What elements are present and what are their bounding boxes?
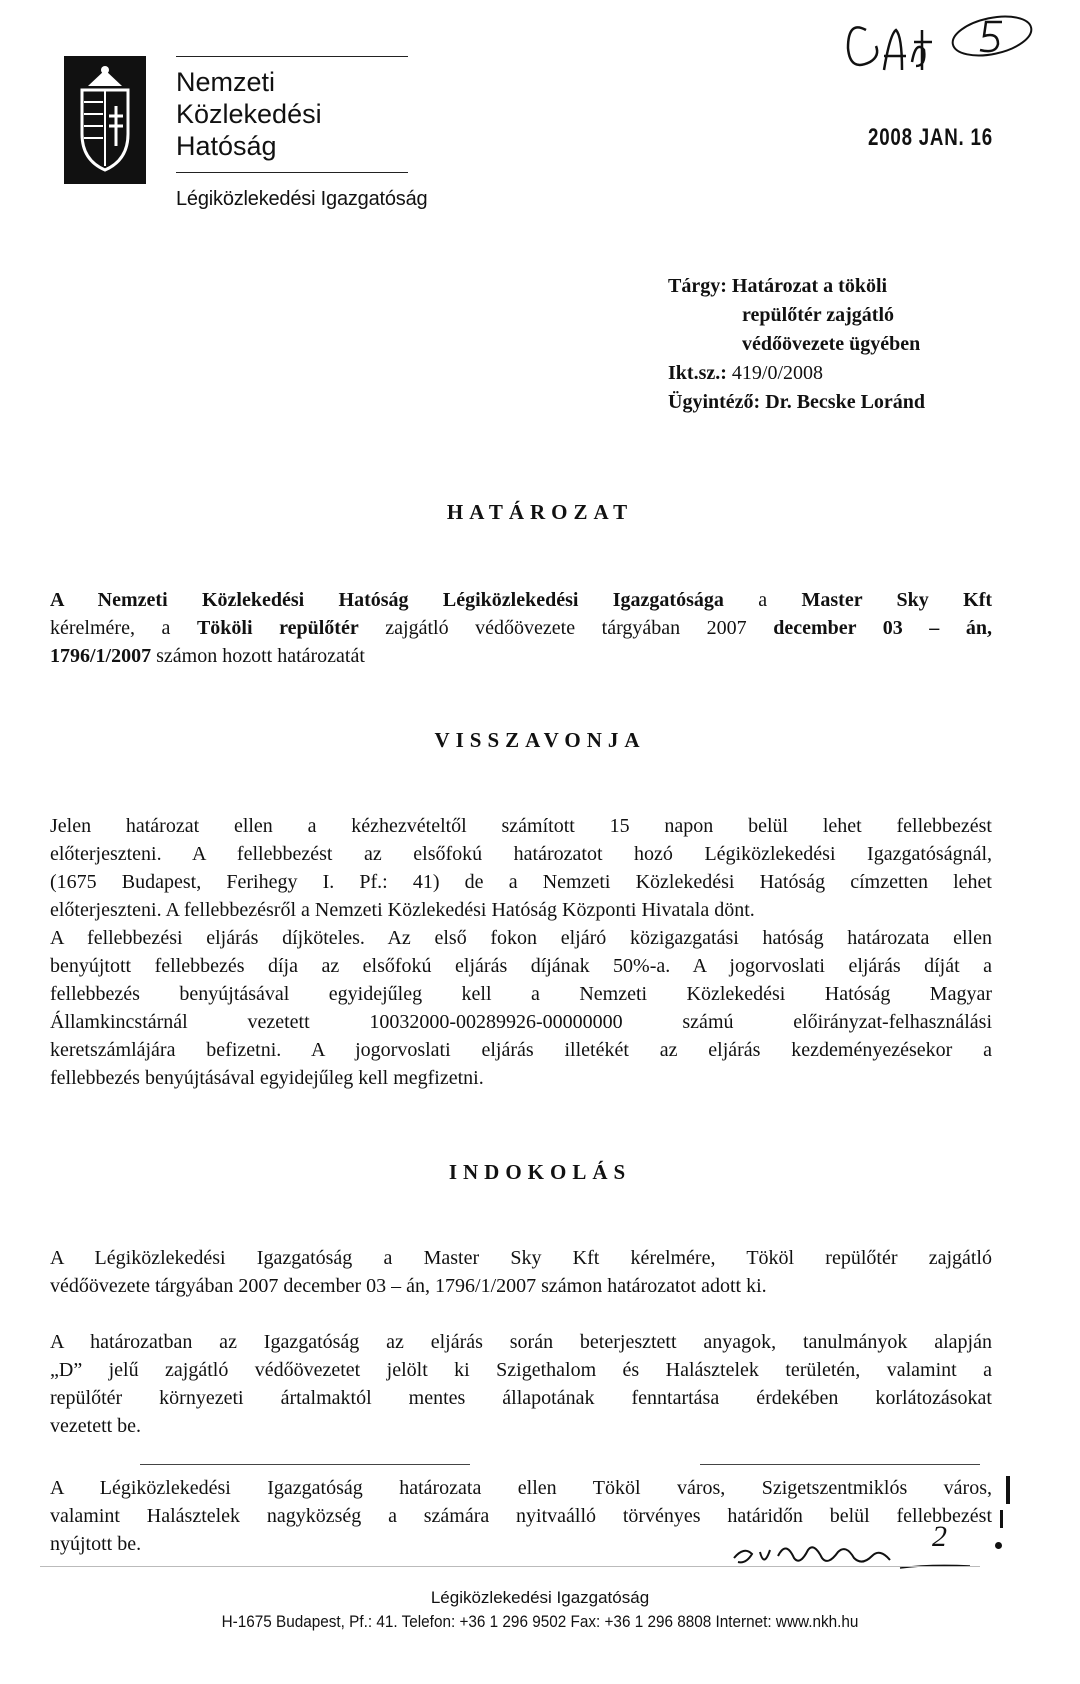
reasoning-line: „D” jelű zajgátló védőövezetet jelölt ki Szigethalom és Halásztelek területén, valamint a [50, 1359, 992, 1381]
appeal-paragraph [50, 812, 992, 1092]
footer-contact: H-1675 Budapest, Pf.: 41. Telefon: +36 1 296 9502 Fax: +36 1 296 8808 Internet: www.nkh.hu [221, 1612, 859, 1631]
handwritten-mark [840, 0, 1040, 90]
reasoning-line: nyújtott be. [50, 1533, 142, 1555]
handwritten-page-number: 2 [932, 1520, 947, 1553]
appeal-line: (1675 Budapest, Ferihegy I. Pf.: 41) de a Nemzeti Közlekedési Hatóság címzetten lehet [50, 871, 992, 893]
appeal-line: keretszámlájára befizetni. A jogorvoslati eljárás illetékét az eljárás kezdeményezésekor a [50, 1039, 992, 1061]
subject-line-1: Határozat a tököli [731, 275, 888, 297]
footer-directorate: Légiközlekedési Igazgatóság [430, 1588, 650, 1607]
intro-word-a: a [758, 589, 768, 611]
appeal-line: fellebbezés benyújtásával egyidejűleg kell megfizetni. [50, 1067, 484, 1089]
appeal-line: Jelen határozat ellen a kézhezvételtől számított 15 napon belül lehet fellebbezést [50, 815, 992, 837]
appeal-line: fellebbezés benyújtásával egyidejűleg kell a Nemzeti Közlekedési Hatóság Magyar [50, 983, 992, 1005]
subject-block [668, 272, 925, 417]
letterhead-rule-bottom [176, 172, 408, 173]
agency-name [176, 66, 322, 162]
intro-authority: A Nemzeti Közlekedési Hatóság Légiközlekedési Igazgatósága [50, 589, 724, 611]
agency-line-1: Nemzeti [176, 67, 276, 97]
agency-line-2: Közlekedési [176, 99, 322, 129]
reasoning-paragraph-2 [50, 1328, 992, 1440]
subject-label: Tárgy: [668, 275, 727, 297]
intro-request: kérelmére, a [50, 617, 171, 639]
subject-line-2: repülőtér zajgátló [742, 304, 895, 326]
reasoning-line: A Légiközlekedési Igazgatóság határozata ellen Tököl város, Szigetszentmiklós város, [50, 1477, 992, 1499]
separator-line-left [140, 1464, 470, 1465]
reasoning-heading: INDOKOLÁS [448, 1160, 632, 1184]
appeal-line: Államkincstárnál vezetett 10032000-00289926-00000000 számú előirányzat-felhasználási [50, 1011, 992, 1033]
intro-tail: számon hozott határozatát [156, 645, 365, 667]
appeal-line: előterjeszteni. A fellebbezésről a Nemzeti Közlekedési Hatóság Központi Hivatala dönt. [50, 899, 755, 921]
reasoning-line: vezetett be. [50, 1415, 142, 1437]
coat-of-arms-logo [64, 56, 146, 184]
directorate-name: Légiközlekedési Igazgatóság [176, 188, 428, 210]
reasoning-line: A határozatban az Igazgatóság az eljárás során beterjesztett anyagok, tanulmányok alapján [50, 1331, 992, 1353]
reasoning-line: valamint Halásztelek nagyközség a számára nyitvaálló törvényes határidőn belül fellebbezést [50, 1505, 992, 1527]
officer-label: Ügyintéző: [668, 391, 761, 413]
officer-name: Dr. Becske Loránd [765, 391, 926, 413]
margin-bar-mark [1006, 1476, 1010, 1504]
intro-paragraph [50, 586, 992, 670]
separator-line-right [700, 1464, 980, 1465]
letterhead-rule-top [176, 56, 408, 57]
intro-date: december 03 – án, [773, 617, 992, 639]
reference-label: Ikt.sz.: [668, 362, 727, 384]
reasoning-paragraph-1 [50, 1244, 992, 1300]
agency-line-3: Hatóság [176, 131, 277, 161]
appeal-line: előterjeszteni. A fellebbezést az elsőfokú határozatot hozó Légiközlekedési Igazgatóságnál, [50, 843, 992, 865]
intro-subject: zajgátló védőövezete tárgyában 2007 [385, 617, 747, 639]
reasoning-line: repülőtér környezeti ártalmaktól mentes állapotának fenntartása érdekében korlátozásokat [50, 1387, 992, 1409]
reasoning-line: védőövezete tárgyában 2007 december 03 – án, 1796/1/2007 számon határozatot adott ki. [50, 1275, 767, 1297]
intro-airport: Tököli repülőtér [196, 617, 359, 639]
appeal-line: A fellebbezési eljárás díjköteles. Az első fokon eljáró közigazgatási hatóság határozata ellen [50, 927, 992, 949]
ink-dot [995, 1542, 1002, 1549]
document-title: HATÁROZAT [446, 500, 634, 524]
intro-applicant: Master Sky Kft [801, 589, 993, 611]
reference-number: 419/0/2008 [731, 362, 824, 384]
intro-decision-number: 1796/1/2007 [50, 645, 152, 667]
reasoning-line: A Légiközlekedési Igazgatóság a Master Sky Kft kérelmére, Tököl repülőtér zajgátló [50, 1247, 992, 1269]
appeal-line: benyújtott fellebbezés díja az elsőfokú eljárás díjának 50%-a. A jogorvoslati eljárás díját a [50, 955, 992, 977]
footer-separator [40, 1566, 980, 1567]
decision-heading: VISSZAVONJA [434, 728, 646, 752]
received-date-stamp: 2008 JAN. 16 [868, 124, 993, 151]
margin-bar-mark [1000, 1510, 1003, 1528]
subject-line-3: védőövezete ügyében [742, 333, 921, 355]
